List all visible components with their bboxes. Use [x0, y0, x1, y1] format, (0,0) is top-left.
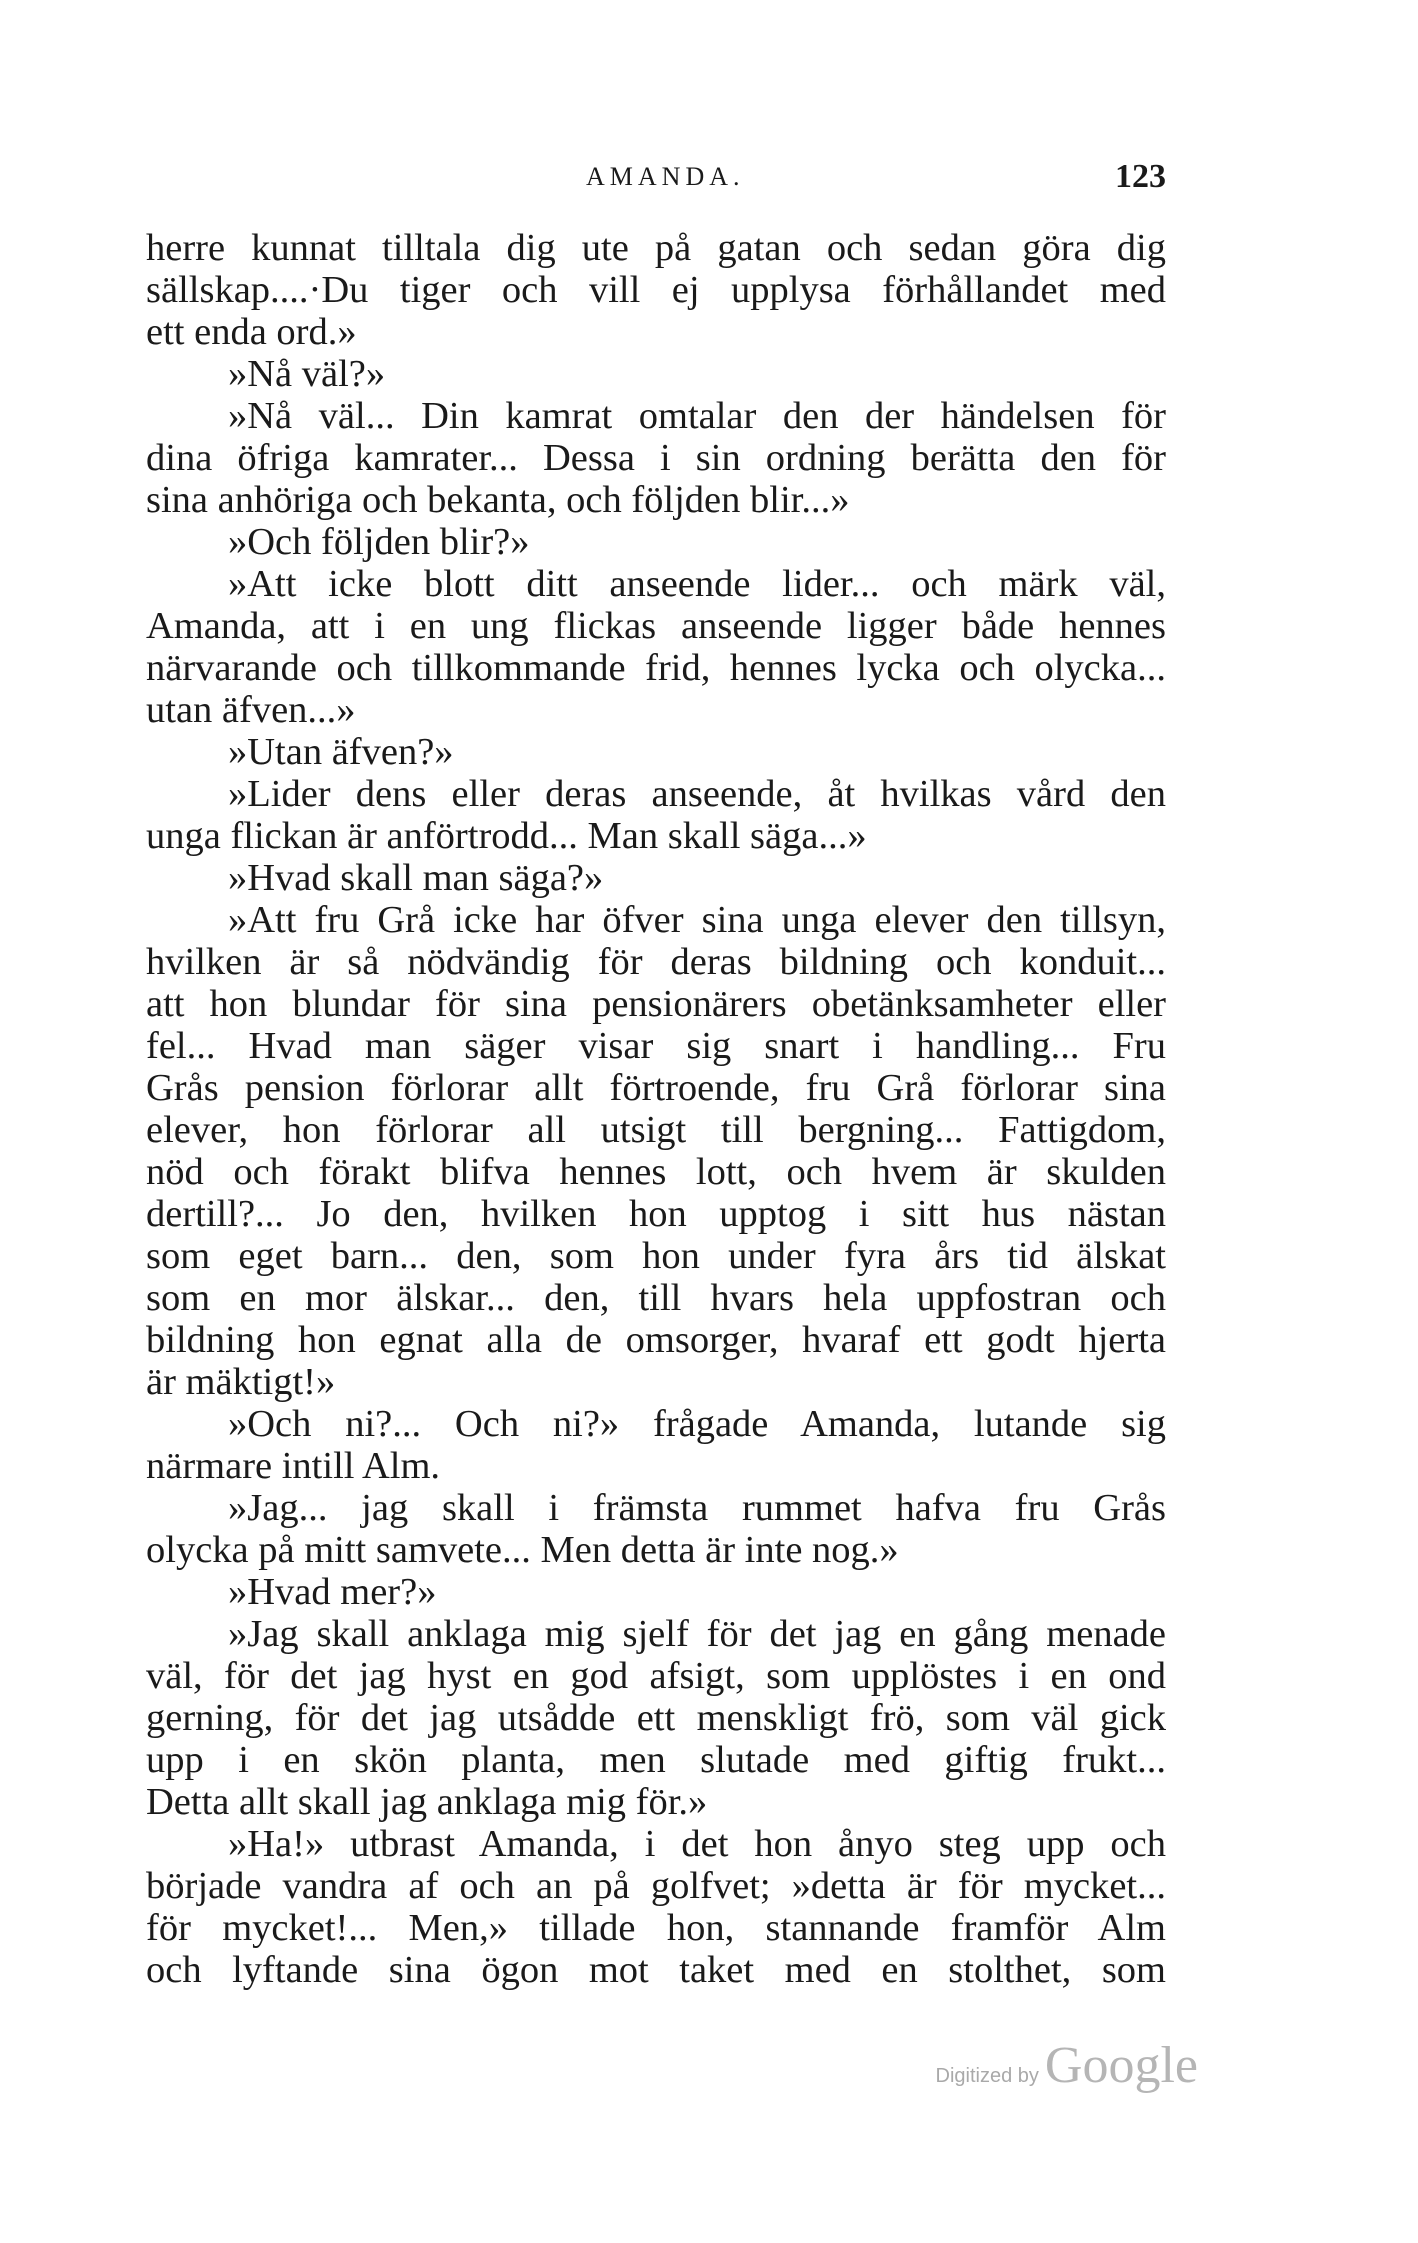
digitized-watermark: [936, 2036, 1198, 2095]
text-line: »Hvad skall man säga?»: [228, 857, 604, 899]
text-line: »Jag... jag skall i främsta rummet hafva fru Grås: [228, 1487, 1166, 1529]
text-line: »Jag skall anklaga mig sjelf för det jag en gång menade: [228, 1613, 1166, 1655]
text-line: bildning hon egnat alla de omsorger, hvaraf ett godt hjerta: [146, 1319, 1166, 1361]
text-line: »Och följden blir?»: [228, 521, 530, 563]
text-line: »Lider dens eller deras anseende, åt hvilkas vård den: [228, 773, 1166, 815]
text-line: herre kunnat tilltala dig ute på gatan och sedan göra dig: [146, 227, 1166, 269]
text-line: gerning, för det jag utsådde ett menskligt frö, som väl gick: [146, 1697, 1166, 1739]
text-line: Amanda, att i en ung flickas anseende ligger både hennes: [146, 605, 1166, 647]
text-line: närmare intill Alm.: [146, 1445, 441, 1487]
text-line: elever, hon förlorar all utsigt till bergning... Fattigdom,: [146, 1109, 1166, 1151]
running-title: AMANDA.: [586, 162, 745, 191]
text-line: ett enda ord.»: [146, 311, 357, 353]
text-line: olycka på mitt samvete... Men detta är inte nog.»: [146, 1529, 899, 1571]
text-line: »Ha!» utbrast Amanda, i det hon ånyo steg upp och: [228, 1823, 1166, 1865]
text-line: upp i en skön planta, men slutade med giftig frukt...: [146, 1739, 1166, 1781]
text-line: »Utan äfven?»: [228, 731, 454, 773]
text-line: att hon blundar för sina pensionärers obetänksamheter eller: [146, 983, 1166, 1025]
body-text: [146, 227, 1166, 1991]
text-line: »Att fru Grå icke har öfver sina unga elever den tillsyn,: [228, 899, 1166, 941]
text-line: »Hvad mer?»: [228, 1571, 437, 1613]
text-line: som en mor älskar... den, till hvars hela uppfostran och: [146, 1277, 1166, 1319]
google-logo: Google: [1044, 2037, 1198, 2094]
text-line: som eget barn... den, som hon under fyra års tid älskat: [146, 1235, 1166, 1277]
text-line: »Att icke blott ditt anseende lider... och märk väl,: [228, 563, 1166, 605]
text-line: nöd och förakt blifva hennes lott, och hvem är skulden: [146, 1151, 1166, 1193]
text-line: började vandra af och an på golfvet; »detta är för mycket...: [146, 1865, 1166, 1907]
watermark-caption: Digitized by: [935, 2065, 1039, 2087]
text-line: Detta allt skall jag anklaga mig för.»: [146, 1781, 708, 1823]
page-number: 123: [1115, 158, 1166, 195]
text-line: hvilken är så nödvändig för deras bildning och konduit...: [146, 941, 1166, 983]
text-line: utan äfven...»: [146, 689, 356, 731]
text-line: »Nå väl... Din kamrat omtalar den der händelsen för: [228, 395, 1166, 437]
text-line: för mycket!... Men,» tillade hon, stannande framför Alm: [146, 1907, 1166, 1949]
text-line: dertill?... Jo den, hvilken hon upptog i sitt hus nästan: [146, 1193, 1166, 1235]
text-line: unga flickan är anförtrodd... Man skall säga...»: [146, 815, 867, 857]
text-line: sällskap....·Du tiger och vill ej upplysa förhållandet med: [146, 269, 1166, 311]
text-line: närvarande och tillkommande frid, hennes lycka och olycka...: [146, 647, 1166, 689]
text-line: »Och ni?... Och ni?» frågade Amanda, lutande sig: [228, 1403, 1166, 1445]
text-line: och lyftande sina ögon mot taket med en stolthet, som: [146, 1949, 1166, 1991]
running-head: [146, 158, 1166, 198]
text-line: är mäktigt!»: [146, 1361, 336, 1403]
text-line: Grås pension förlorar allt förtroende, fru Grå förlorar sina: [146, 1067, 1166, 1109]
text-line: »Nå väl?»: [228, 353, 386, 395]
text-line: väl, för det jag hyst en god afsigt, som upplöstes i en ond: [146, 1655, 1166, 1697]
text-line: fel... Hvad man säger visar sig snart i handling... Fru: [146, 1025, 1166, 1067]
text-line: dina öfriga kamrater... Dessa i sin ordning berätta den för: [146, 437, 1166, 479]
text-line: sina anhöriga och bekanta, och följden blir...»: [146, 479, 850, 521]
